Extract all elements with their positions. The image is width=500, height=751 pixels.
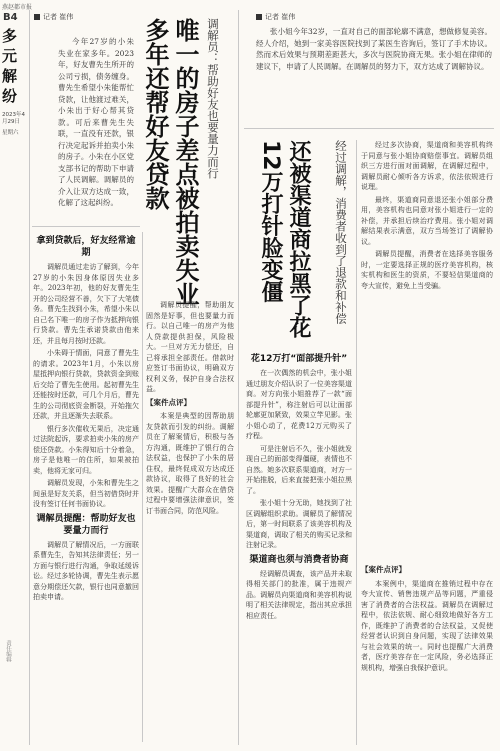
story1-col1 (33, 232, 139, 744)
story2-headline-main: 还被渠道商拉黑了花12万打针脸变僵 (258, 140, 311, 338)
story2-right-para: 调解员提醒，消费者在选择美容服务时，一定要选择正规的医疗美容机构，核实机构和医生的资质，不要轻信渠道商的夸大宣传，避免上当受骗。 (361, 250, 493, 290)
story1-lead (58, 36, 134, 211)
story1-s1-para: 小朱碍于情面，同意了曹先生的请求。2023年1月，小朱以房屋抵押向银行贷款，贷款资金到账后交给了曹先生使用。起初曹先生还能按时还款，可几个月后，曹先生的公司彻底资金断裂，开始拖欠还款，并且逐渐失去联系。 (33, 349, 139, 420)
page-code: B4 (3, 12, 18, 23)
masthead-divider (29, 10, 30, 745)
story1-author-text: 记者 崔伟 (43, 13, 74, 21)
story2-s1-para: 张小姐十分无助，她找到了社区调解组织求助。调解员了解情况后，第一时间联系了该美容机构及渠道商，调取了相关的购买记录和注射记录。 (246, 499, 352, 549)
story1-s1-para: 调解员发现，小朱和曹先生之间虽是好友关系，但当初借贷时并没有签订任何书面协议。 (33, 479, 139, 508)
story2-section1-title: 花12万打“面部提升针” (250, 354, 348, 364)
story1-s1-para: 银行多次催收无果后，决定通过法院起诉，要求拍卖小朱的房产偿还贷款。小朱得知后十分着急，房子是他唯一的住所，如果被拍卖，他将无家可归。 (33, 424, 139, 475)
author-square-icon (34, 14, 40, 20)
story2-col1 (246, 350, 352, 745)
story2-lead-divider (244, 128, 494, 129)
story1-headline-main: 唯一的房子差点被拍卖失业多年还帮好友贷款 (141, 18, 199, 306)
issue-weekday: 星期六 (2, 130, 19, 136)
story2-headline-kicker: 经过调解，消费者收到了退款和补偿 (334, 140, 348, 324)
story1-headline-kicker: 调解员：帮助好友也要量力而行 (206, 18, 220, 179)
story2-case-label: 【案件点评】 (361, 565, 406, 574)
story1-author (34, 12, 73, 22)
story1-col-divider (142, 232, 143, 742)
story2-col2 (361, 140, 493, 558)
story2-case-text: 本案例中，渠道商在推销过程中存在夸大宣传、销售违规产品等问题，严重侵害了消费者的合法权益。调解员在调解过程中，依法依规、耐心细致地做好各方工作，既维护了消费者的合法权益，又促使经营者认识到自身问题，实现了法律效果与社会效果的统一。同时也提醒广大消费者，医疗美容存在一定风险，务必选择正规机构，增强自我保护意识。 (361, 579, 493, 672)
story2-section2-title: 渠道商也须与消费者协商 (249, 554, 349, 565)
story2-author (256, 12, 295, 22)
masthead-paper: 燕赵都市报 (2, 4, 33, 11)
story2-s2-para: 经调解员调查，该产品并未取得相关部门的批准，属于违规产品。调解员向渠道商和美容机构说明了相关法律规定，指出其应承担相应责任。 (246, 569, 352, 620)
author-square-icon (256, 14, 262, 20)
story1-case-text: 本案是典型的因帮助朋友贷款而引发的纠纷。调解员在了解案情后，积极与各方沟通，既维护了银行的合法权益，也保护了小朱的居住权，最终促成双方达成还款协议，取得了良好的社会效果。提醒广大群众在借贷过程中要增强法律意识，签订书面合同，防范风险。 (146, 412, 234, 515)
issue-date: 2023年4月29日 (2, 112, 25, 125)
story2-right-para: 最终，渠道商同意退还张小姐部分费用，美容机构也同意对张小姐进行一定的补偿，并承担后续治疗费用。张小姐对调解结果表示满意，双方当场签订了调解协议。 (361, 195, 493, 246)
story2-author-text: 记者 崔伟 (265, 13, 296, 21)
story1-section1-title: 拿到贷款后，好友经常逾期 (36, 236, 136, 258)
story2-case (361, 562, 493, 745)
story1-col2 (146, 300, 234, 744)
story1-s2-para: 调解员提醒，帮助朋友固然是好事，但也要量力而行。以自己唯一的房产为他人贷款提供担保，风险极大。一旦对方无力偿还，自己将承担全部责任。借款时应签订书面协议，明确双方权利义务，保护自身合法权益。 (146, 301, 234, 393)
story2-lead (256, 26, 492, 74)
story2-s1-para: 在一次偶然的机会中，张小姐通过朋友介绍认识了一位美容渠道商。对方向张小姐推荐了一款“面部提升针”，称注射后可以让面部轮廓更加紧致，效果立竿见影。张小姐心动了，花费12万元购买了疗程。 (246, 369, 352, 440)
story1-s2-para: 调解员了解情况后，一方面联系曹先生，告知其法律责任；另一方面与银行进行沟通，争取延缓诉讼。经过多轮协调，曹先生表示愿意分期偿还欠款，银行也同意撤回拍卖申请。 (33, 540, 139, 601)
story2-right-para: 经过多次协商，渠道商和美容机构终于同意与张小姐协商赔偿事宜。调解员组织三方进行面对面调解，在调解过程中，调解员耐心倾听各方诉求，依法依规进行说理。 (361, 141, 493, 191)
story-divider (238, 10, 239, 745)
story1-s1-para: 调解员通过走访了解到，今年27岁的小朱因身体原因失业多年。2023年初，他的好友曹先生开的公司经营不善，欠下了大笔债务。曹先生找到小朱，希望小朱以自己名下唯一的房子作为抵押向银行贷款。曹先生承诺贷款由他来还，并且每月按时还款。 (33, 263, 139, 345)
story2-s1-para: 可是注射后不久，张小姐就发现自己的面部变得僵硬，表情也不自然。她多次联系渠道商，对方一开始推脱，后来直接把张小姐拉黑了。 (246, 444, 352, 495)
story1-section2-title: 调解员提醒：帮助好友也要量力而行 (36, 513, 136, 536)
side-label: 责任编辑 (5, 640, 11, 662)
story1-divider (32, 226, 140, 227)
section-title: 多元解纷 (2, 27, 18, 105)
story2-col-divider (356, 140, 357, 745)
story2-lead-text: 张小姐今年32岁，一直对自己的面部轮廓不满意，想做修复美容。经人介绍，她到一家美容医院找到了某医生咨询后，签订了手术协议。然而术后效果与预期差距甚大，多次与医院协商无果。张小姐在律师的建议下，申请了人民调解。在调解员的努力下，双方达成了调解协议。 (256, 27, 492, 71)
story1-case-label: 【案件点评】 (146, 397, 191, 407)
story1-lead-text: 今年27岁的小朱失业在家多年。2023年，好友曹先生所开的公司亏损，债务缠身。曹先生希望小朱能帮忙贷款，让他渡过难关，小朱出于好心帮其贷款。可后来曹先生失联，一直没有还款，银行决定起诉并拍卖小朱的房子。小朱在小区党支部书记的帮助下申请了人民调解。调解员的介入让双方达成一致，化解了这起纠纷。 (58, 37, 134, 207)
